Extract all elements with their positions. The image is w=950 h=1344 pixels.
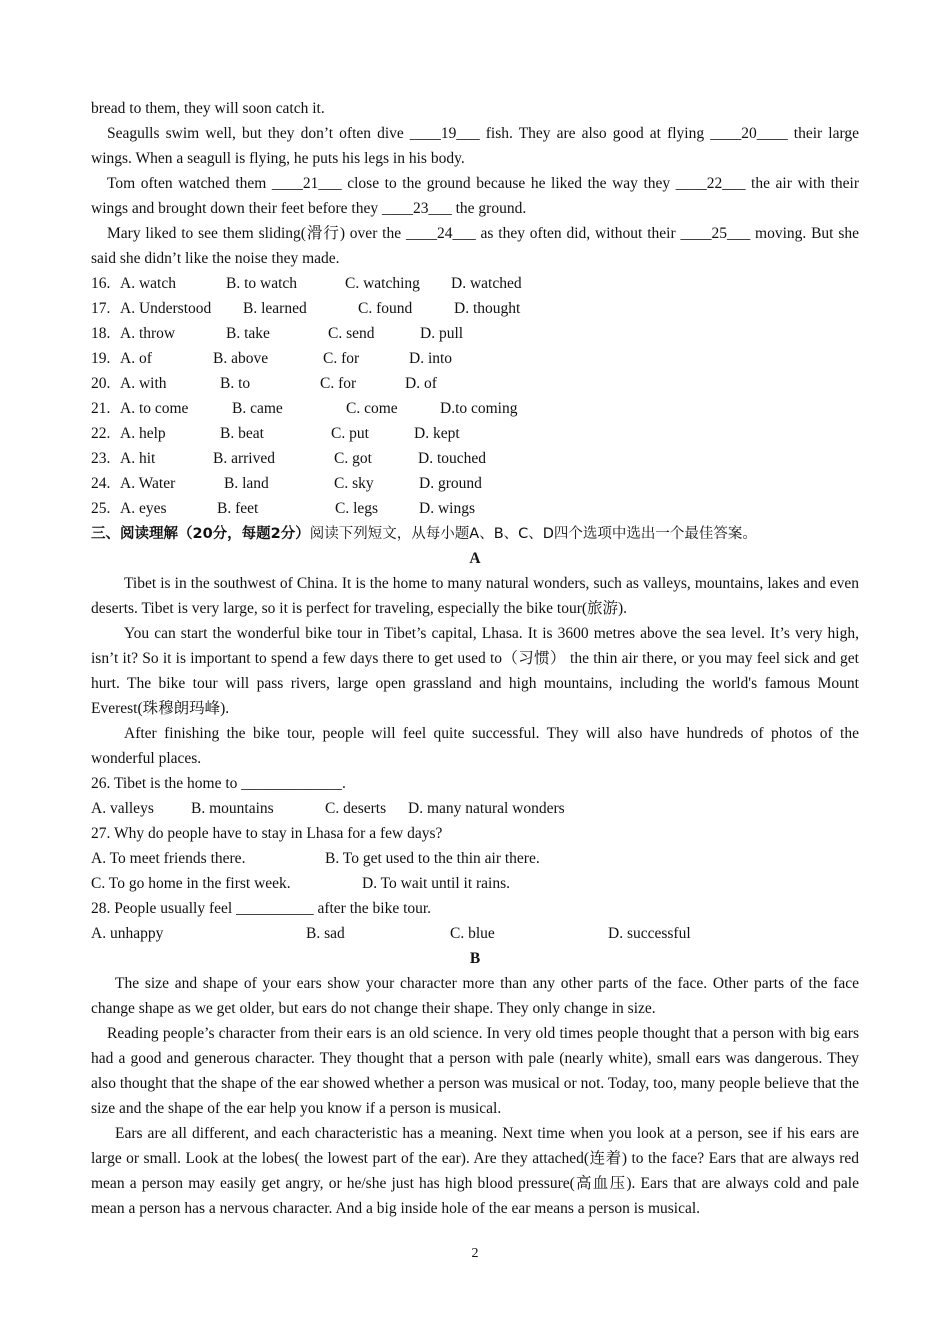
cloze-question-row <box>91 296 859 321</box>
question-number: 25. <box>91 500 111 517</box>
option-c: C. found <box>358 300 413 317</box>
passage-b-paragraph: Ears are all different, and each characteristic has a meaning. Next time when you look at a person, see if his ears are large or small. Look at the lobes( the lowest part of the ear). Are they attached(连着) to the face? Ears that are always red mean a person may easily get angry, or he/she just has high blood pressure(高血压). Ears that are always cold and pale mean a person has a nervous character. And a big inside hole of the ear means a person is musical. <box>91 1125 859 1217</box>
option-d: D.to coming <box>440 400 518 417</box>
passage-b-paragraph: Reading people’s character from their ears is an old science. In very old times people thought that a person with big ears had a good and generous character. They thought that a person with pale (nearly white), small ears was dangerous. They also thought that the shape of the ear showed whether a person was musical or not. Today, too, many people believe that the size and the shape of the ear help you know if a person is musical. <box>91 1025 859 1117</box>
question-number: 23. <box>91 450 111 467</box>
cloze-paragraph: Tom often watched them ____21___ close to the ground because he liked the way they ____22___ the air with their wings and brought down their feet before they ____23___ the ground. <box>91 175 859 217</box>
option-c: C. come <box>346 400 398 417</box>
question-28-options <box>91 921 859 946</box>
cloze-question-list <box>91 271 859 521</box>
question-28: 28. People usually feel __________ after the bike tour. <box>91 900 432 917</box>
option-a: A. eyes <box>120 500 167 517</box>
option: B. sad <box>306 925 345 942</box>
option-c: C. for <box>323 350 360 367</box>
option-b: B. came <box>232 400 283 417</box>
cloze-question-row <box>91 421 859 446</box>
option-b: B. learned <box>243 300 307 317</box>
option: B. mountains <box>191 800 274 817</box>
cloze-question-row <box>91 371 859 396</box>
option-a: A. to come <box>120 400 189 417</box>
option-d: D. thought <box>454 300 521 317</box>
option-c: C. put <box>331 425 369 442</box>
question-number: 16. <box>91 275 111 292</box>
option: A. To meet friends there. <box>91 850 246 867</box>
option-c: C. watching <box>345 275 420 292</box>
passage-a-paragraph: You can start the wonderful bike tour in Tibet’s capital, Lhasa. It is 3600 metres above the sea level. It’s very high, isn’t it? So it is important to spend a few days there to get used to（习惯） the thin air there, or you may feel sick and get hurt. The bike tour will pass rivers, large open grassland and high mountains, including the world's famous Mount Everest(珠穆朗玛峰). <box>91 625 859 717</box>
section-heading <box>91 521 859 546</box>
cloze-question-row <box>91 321 859 346</box>
option: D. many natural wonders <box>408 800 565 817</box>
question-number: 17. <box>91 300 111 317</box>
question-27: 27. Why do people have to stay in Lhasa for a few days? <box>91 825 443 842</box>
option-a: A. of <box>120 350 152 367</box>
cloze-paragraph: Seagulls swim well, but they don’t often dive ____19___ fish. They are also good at flying ____20____ their large wings. When a seagull is flying, he puts his legs in his body. <box>91 125 859 167</box>
cloze-paragraph: bread to them, they will soon catch it. <box>91 100 325 117</box>
option: A. unhappy <box>91 925 164 942</box>
question-number: 19. <box>91 350 111 367</box>
cloze-question-row <box>91 471 859 496</box>
option-b: B. to <box>220 375 251 392</box>
passage-b-paragraph: The size and shape of your ears show your character more than any other parts of the face. Other parts of the face change shape as we get older, but ears do not change their shape. They only change in size. <box>91 975 859 1017</box>
option-d: D. wings <box>419 500 475 517</box>
passage-b-title: B <box>469 950 481 967</box>
question-26-options <box>91 796 859 821</box>
option-a: A. watch <box>120 275 176 292</box>
option-b: B. beat <box>220 425 264 442</box>
option-c: C. legs <box>335 500 379 517</box>
passage-a-paragraph: Tibet is in the southwest of China. It is the home to many natural wonders, such as valleys, mountains, lakes and even deserts. Tibet is very large, so it is perfect for traveling, especially the bike tour(旅游). <box>91 575 859 617</box>
option-a: A. Water <box>120 475 176 492</box>
option-d: D. ground <box>419 475 482 492</box>
option-d: D. watched <box>451 275 522 292</box>
page-number: 2 <box>471 1246 479 1261</box>
option: C. To go home in the first week. <box>91 875 291 892</box>
option-a: A. throw <box>120 325 176 342</box>
cloze-paragraph: Mary liked to see them sliding(滑行) over the ____24___ as they often did, without their ____25___ moving. But she said she didn’t like the noise they made. <box>91 225 859 267</box>
passage-a-paragraph: After finishing the bike tour, people will feel quite successful. They will also have hundreds of photos of the wonderful places. <box>91 725 859 767</box>
option-b: B. to watch <box>226 275 298 292</box>
question-number: 24. <box>91 475 111 492</box>
option-d: D. touched <box>418 450 487 467</box>
option-b: B. above <box>213 350 269 367</box>
option-d: D. into <box>409 350 453 367</box>
option-d: D. of <box>405 375 437 392</box>
option: C. deserts <box>325 800 387 817</box>
cloze-question-row <box>91 346 859 371</box>
option-c: C. sky <box>334 475 374 492</box>
option-b: B. land <box>224 475 269 492</box>
option: D. To wait until it rains. <box>362 875 511 892</box>
option-d: D. pull <box>420 325 464 342</box>
option-b: B. take <box>226 325 270 342</box>
option-c: C. send <box>328 325 375 342</box>
option: B. To get used to the thin air there. <box>325 850 540 867</box>
option: A. valleys <box>91 800 154 817</box>
question-26: 26. Tibet is the home to _____________. <box>91 775 346 792</box>
option-c: C. for <box>320 375 357 392</box>
option-b: B. arrived <box>213 450 275 467</box>
section-title: 三、阅读理解（20分，每题2分） <box>91 526 310 542</box>
cloze-question-row <box>91 271 859 296</box>
option-c: C. got <box>334 450 372 467</box>
question-number: 21. <box>91 400 111 417</box>
option: D. successful <box>608 925 691 942</box>
page-content <box>91 96 859 1221</box>
option-a: A. hit <box>120 450 156 467</box>
option-a: A. Understood <box>120 300 212 317</box>
question-27-options <box>91 846 859 871</box>
section-instruction: 阅读下列短文，从每小题A、B、C、D四个选项中选出一个最佳答案。 <box>309 526 757 542</box>
cloze-question-row <box>91 496 859 521</box>
cloze-question-row <box>91 396 859 421</box>
question-27-options <box>91 871 859 896</box>
question-number: 20. <box>91 375 111 392</box>
question-number: 18. <box>91 325 111 342</box>
passage-a-title: A <box>469 550 481 567</box>
option-b: B. feet <box>217 500 259 517</box>
option-d: D. kept <box>414 425 460 442</box>
question-number: 22. <box>91 425 111 442</box>
option-a: A. with <box>120 375 167 392</box>
option-a: A. help <box>120 425 166 442</box>
option: C. blue <box>450 925 495 942</box>
cloze-question-row <box>91 446 859 471</box>
